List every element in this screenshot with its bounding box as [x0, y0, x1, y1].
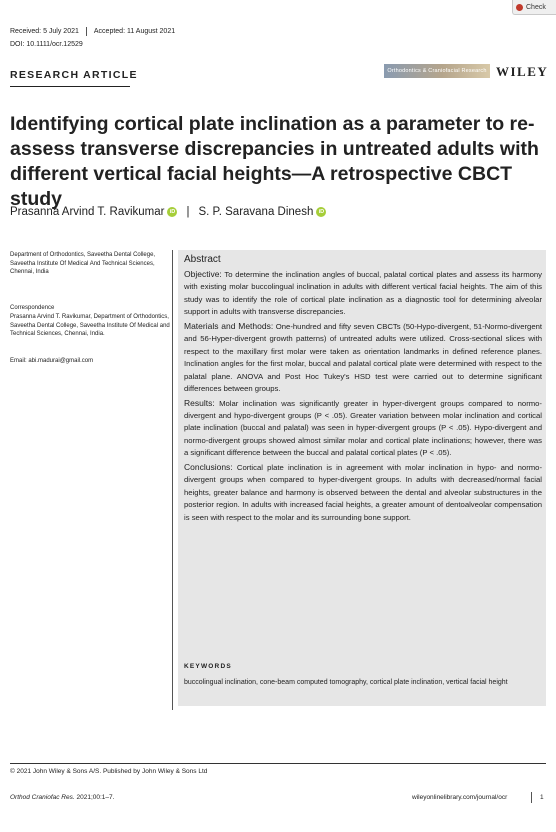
- abstract-rule: [172, 250, 173, 710]
- article-title: Identifying cortical plate inclination as a parameter to re-assess transverse discrepancies in untreated adults with different vertical facial heights—A retrospective CBCT study: [10, 113, 539, 210]
- correspondence-email[interactable]: Email: abi.madurai@gmail.com: [10, 358, 94, 364]
- received-date: Received: 5 July 2021: [10, 28, 79, 35]
- page-divider: [531, 792, 532, 803]
- section-text: To determine the inclination angles of buccal, palatal cortical plates and assess its harmony with existing molar buccolingual inclination in adults with different vertical facial heights. The aim of this study was to identify the role of cortical plate inclination as a diagnostic tool for determining alveolar support in adults with transverse discrepancies.: [184, 270, 543, 317]
- journal-logo: [384, 64, 490, 78]
- abstract-section-conclusions: [184, 461, 542, 524]
- page-number: 1: [540, 794, 544, 801]
- section-text: Cortical plate inclination is in agreement with molar inclination in hypo- and normo-divergent groups when compared to hyper-divergent groups. In adults with decreased/normal facial heights, greater balance and harmony is observed between the dental and alveolar substructures in the posterior region. In adults with increased facial heights, a greater amount of dentoalveolar compensation is seen with respect to the molar and its surrounding bone support.: [184, 462, 543, 522]
- check-for-updates-badge[interactable]: [512, 0, 556, 15]
- author-separator: |: [186, 206, 190, 218]
- affiliation: Department of Orthodontics, Saveetha Dental College, Saveetha Institute Of Medical And Technical Sciences, Chennai, India: [10, 252, 156, 276]
- journal-logo-text: Orthodontics & Craniofacial Research: [387, 68, 487, 74]
- orcid-icon[interactable]: iD: [316, 207, 326, 217]
- section-label: Materials and Methods:: [184, 320, 274, 331]
- abstract-heading: Abstract: [184, 254, 221, 265]
- abstract-section-objective: [184, 268, 542, 319]
- check-icon: [516, 4, 523, 11]
- article-type: RESEARCH ARTICLE: [10, 69, 138, 81]
- author-list: [10, 206, 326, 218]
- accepted-date: Accepted: 11 August 2021: [93, 28, 176, 35]
- section-label: Objective:: [184, 269, 222, 279]
- keywords-list: buccolingual inclination, cone-beam computed tomography, cortical plate inclination, vertical facial height: [184, 679, 508, 686]
- abstract-section-results: [184, 397, 542, 460]
- publisher-logo: WILEY: [496, 64, 549, 79]
- keywords-heading: KEYWORDS: [184, 663, 232, 670]
- author-name[interactable]: Prasanna Arvind T. Ravikumar: [10, 206, 165, 218]
- journal-url[interactable]: wileyonlinelibrary.com/journal/ocr: [412, 794, 508, 801]
- section-text: One-hundred and fifty seven CBCTs (50-Hypo-divergent, 51-Normo-divergent and 56-Hyper-divergent growth patterns) of untreated adults were utilized. Cross-sectional slices with respect to the maxillary first molar were taken as orientation landmarks in defined reference planes. Inclination angles for the first molar, buccal and palatal cortical plate were determined with respect to the palatal plane. ANOVA and Post Hoc Tukey's HSD test were carried out to determine significant differences between groups.: [184, 321, 543, 394]
- correspondence-heading: Correspondence: [10, 305, 55, 311]
- copyright: © 2021 John Wiley & Sons A/S. Published by John Wiley & Sons Ltd: [10, 768, 208, 775]
- section-text: Molar inclination was significantly greater in hyper-divergent groups compared to normo-divergent and hypo-divergent groups (P < .05). Greater variation between molar inclination and cortical plate inclination (buccal and palatal) was seen in hyper-divergent groups (P < .05). Hypo-divergent and normo-divergent groups showed almost similar molar and cortical plate inclinations; however, there was a significant difference between the buccal and palatal cortical plates (P < .05).: [184, 398, 542, 458]
- dates-line: [10, 27, 175, 36]
- section-label: Results:: [184, 397, 215, 408]
- article-type-underline: [10, 86, 130, 87]
- citation-journal: Orthod Craniofac Res.: [10, 794, 75, 801]
- abstract-section-methods: [184, 320, 542, 396]
- citation-volume: 2021;00:1–7.: [74, 794, 115, 801]
- doi[interactable]: DOI: 10.1111/ocr.12529: [10, 41, 83, 48]
- section-label: Conclusions:: [184, 461, 233, 472]
- footer-rule: [10, 763, 546, 764]
- correspondence-address: Prasanna Arvind T. Ravikumar, Department of Orthodontics, Saveetha Dental College, Saveetha Institute Of Medical and Technical Sciences, Chennai, India.: [10, 314, 170, 338]
- check-label: Check: [526, 3, 546, 11]
- citation: [10, 794, 114, 801]
- author-name[interactable]: S. P. Saravana Dinesh: [198, 206, 314, 218]
- date-divider: [86, 27, 87, 36]
- orcid-icon[interactable]: iD: [167, 207, 177, 217]
- abstract-body: [184, 268, 542, 525]
